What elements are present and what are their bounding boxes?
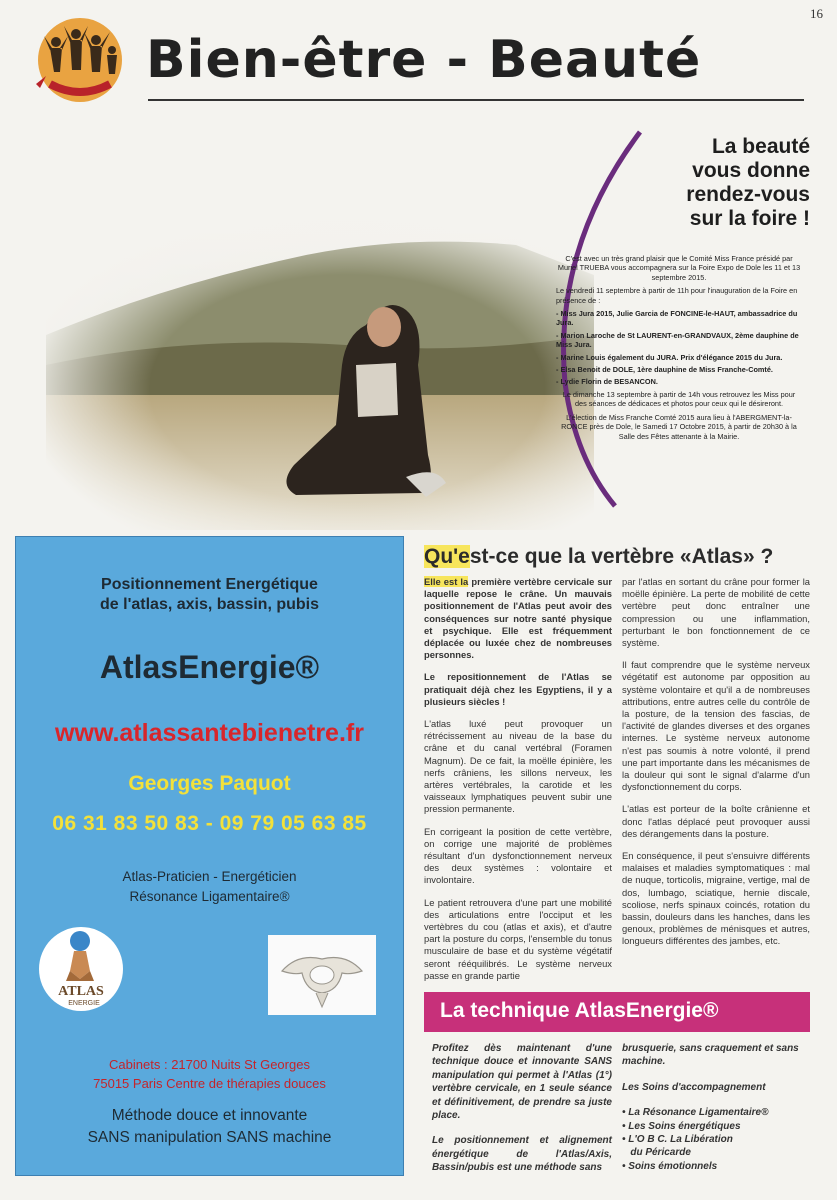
article-paragraph: L'atlas est porteur de la boîte crânienne et donc l'atlas déplacé peut provoquer aussi des dérangements dans la posture. — [622, 803, 810, 839]
page-number: 16 — [810, 6, 823, 21]
ad-headline — [16, 575, 403, 615]
technique-paragraph: Le positionnement et alignement énergétique de l'Atlas/Axis, Bassin/pubis est une méthode sans — [432, 1135, 612, 1174]
article-title-rest: st-ce que la vertèbre «Atlas» ? — [469, 545, 774, 568]
guest-item: - Lydie Florin de BESANCON. — [556, 377, 658, 387]
header-rule — [148, 99, 804, 101]
article-paragraph: Le repositionnement de l'Atlas se pratiquait déjà chez les Egyptiens, il y a plusieurs siècles ! — [424, 671, 612, 707]
ad-roles — [16, 867, 403, 907]
guest-item: - Elsa Benoit de DOLE, 1ère dauphine de Miss Franche-Comté. — [556, 365, 773, 375]
atlasenergie-ad — [15, 536, 404, 1176]
ad-method-line: SANS manipulation SANS machine — [87, 1129, 332, 1146]
guest-item: - Miss Jura 2015, Julie Garcia de FONCINE-le-HAUT, ambassadrice du Jura. — [556, 309, 798, 328]
technique-column-1 — [432, 1042, 612, 1187]
ad-headline-line: Positionnement Energétique — [101, 576, 318, 593]
ad-method — [16, 1105, 403, 1149]
article-lead-rest: première vertèbre cervicale sur laquelle repose le crâne. Un mauvais positionnement de l'Atlas peut avoir des conséquences sur notre santé physique et psychique. Elle est fréquemment déplacée ou luxée chez de nombreuses personnes. — [424, 576, 612, 661]
article-lead — [424, 576, 612, 661]
vertebra-image-icon — [268, 935, 376, 1015]
care-title: Les Soins d'accompagnement — [622, 1081, 766, 1093]
beauty-sunday: Le dimanche 13 septembre à partir de 14h vous retrouvez les Miss pour des séances de dédicaces et photos pour ceux qui le désireront. — [562, 389, 796, 409]
article-paragraph: Le patient retrouvera d'une part une mobilité des articulations entre l'occiput et les vertèbres du cou (atlas et axis), et d'autre part la posture du corps, l'ensemble du tonus musculaire de base et du système végétatif seront rééquilibrés. Le système nerveux passe en grande partie — [424, 896, 612, 981]
technique-paragraph: Profitez dès maintenant d'une technique douce et innovante SANS manipulation qui permet à l'Atlas (1°) vertèbre cervicale, en 1 seule séance et définitivement, de prendre sa juste place. — [432, 1043, 612, 1122]
beauty-title-line: vous donne — [692, 159, 810, 182]
care-item: • L'O B C. La Libération — [622, 1134, 733, 1146]
ad-cabinets — [16, 1055, 403, 1093]
article-column-2 — [622, 576, 810, 958]
article-paragraph: En corrigeant la position de cette vertèbre, on corrige une majorité de problèmes résultant d'un dysfonctionnement nerveux des deux systèmes : volontaire et involontaire. — [424, 825, 612, 886]
beauty-title-line: sur la foire ! — [689, 207, 810, 230]
ad-role-line: Résonance Ligamentaire® — [129, 889, 290, 904]
ad-practitioner-name: Georges Paquot — [128, 772, 291, 795]
care-item: du Péricarde — [622, 1147, 691, 1159]
meadow-photo — [46, 215, 594, 530]
article-title-highlight: Qu'e — [424, 545, 470, 568]
article-paragraph: L'atlas luxé peut provoquer un rétrécissement au niveau de la base du crâne et du canal vertébral (Foramen Magnum). De ce fait, la moëlle épinière, les nerfs crâniens, les sillons nerveux, les artères vertébrales, la carotide et les vaisseaux lymphatiques peuvent subir une pression permanente. — [424, 718, 612, 815]
atlas-energie-logo-icon — [36, 917, 126, 1017]
article-paragraph: Il faut comprendre que le système nerveux végétatif est autonome par opposition au système volontaire et qu'il a de nombreuses attributions, entre autres celle du contrôle de la posture, de la tension des fascias, de l'activité de glandes diverses et des organes internes. Le système nerveux autonome n'est pas soumis à notre volonté, il prend une part importante dans les mécanismes de la douleur qui sont le signal d'alarme d'un dysfonctionnement du corps. — [622, 659, 810, 793]
care-list — [622, 1106, 810, 1173]
beauty-title — [590, 135, 810, 231]
ad-method-line: Méthode douce et innovante — [111, 1107, 308, 1124]
ad-headline-line: de l'atlas, axis, bassin, pubis — [100, 596, 319, 613]
beauty-election: L'élection de Miss Franche Comté 2015 aura lieu à l'ABERGMENT-la-RONCE près de Dole, le Samedi 17 Octobre 2015, à partir de 20h30 à la Salle des Fêtes attenante à la Mairie. — [561, 412, 797, 441]
care-item: • Soins émotionnels — [622, 1160, 718, 1172]
section-title: Bien-être - Beauté — [146, 30, 702, 90]
ad-logo-text: ATLAS — [58, 984, 104, 999]
ad-website-link[interactable]: www.atlassantebienetre.fr — [55, 719, 364, 747]
ad-cabinet-line: Cabinets : 21700 Nuits St Georges — [109, 1057, 310, 1072]
beauty-intro: C'est avec un très grand plaisir que le Comité Miss France présidé par Muriel TRUEBA vous accompagnera sur la Foire Expo de Dole les 11 et 13 septembre 2015. — [557, 254, 801, 282]
article-column-1 — [424, 576, 612, 992]
ad-logo-subtext: ENERGIE — [68, 1000, 100, 1007]
care-item: • Les Soins énergétiques — [622, 1120, 741, 1132]
guest-item: - Marion Laroche de St LAURENT-en-GRANDVAUX, 2ème dauphine de Miss Jura. — [556, 330, 799, 350]
ad-phone-numbers: 06 31 83 50 83 - 09 79 05 63 85 — [52, 812, 367, 835]
ad-brand: AtlasEnergie® — [99, 649, 320, 685]
beauty-title-line: La beauté — [711, 135, 810, 158]
care-item: • La Résonance Ligamentaire® — [622, 1107, 769, 1119]
technique-column-2 — [622, 1042, 810, 1173]
technique-paragraph: brusquerie, sans craquement et sans machine. — [622, 1043, 799, 1068]
ad-cabinet-line: 75015 Paris Centre de thérapies douces — [93, 1076, 326, 1091]
article-paragraph: par l'atlas en sortant du crâne pour former la moëlle épinière. La perte de mobilité de cette vertèbre peut donc entraîner une compression ou une inflammation, perturbant le bon fonctionnement de ce système. — [622, 576, 810, 649]
dancers-logo-icon — [26, 14, 132, 104]
beauty-body — [556, 254, 802, 445]
article-lead-highlight: Elle est la — [424, 576, 469, 587]
technique-banner: La technique AtlasEnergie® — [424, 992, 810, 1032]
beauty-friday: Le vendredi 11 septembre à partir de 11h pour l'inauguration de la Foire en présence de : — [556, 286, 798, 305]
ad-role-line: Atlas-Praticien - Energéticien — [122, 869, 297, 884]
guest-item: - Marine Louis également du JURA. Prix d'élégance 2015 du Jura. — [556, 352, 783, 362]
article-title — [424, 545, 814, 569]
article-paragraph: En conséquence, il peut s'ensuivre différents malaises et maladies symptomatiques : mal de nuque, torticolis, migraine, vertige, mal de dos, lumbago, sciatique, hernie discale, scoliose, nerfs spinaux coincés, rotation du bassin, douleurs dans les hanches, dans les genoux, problèmes de ménisques et autres, longueurs différentes des jambes, etc. — [622, 850, 810, 947]
beauty-title-line: rendez-vous — [686, 183, 810, 206]
guest-list — [556, 309, 802, 387]
